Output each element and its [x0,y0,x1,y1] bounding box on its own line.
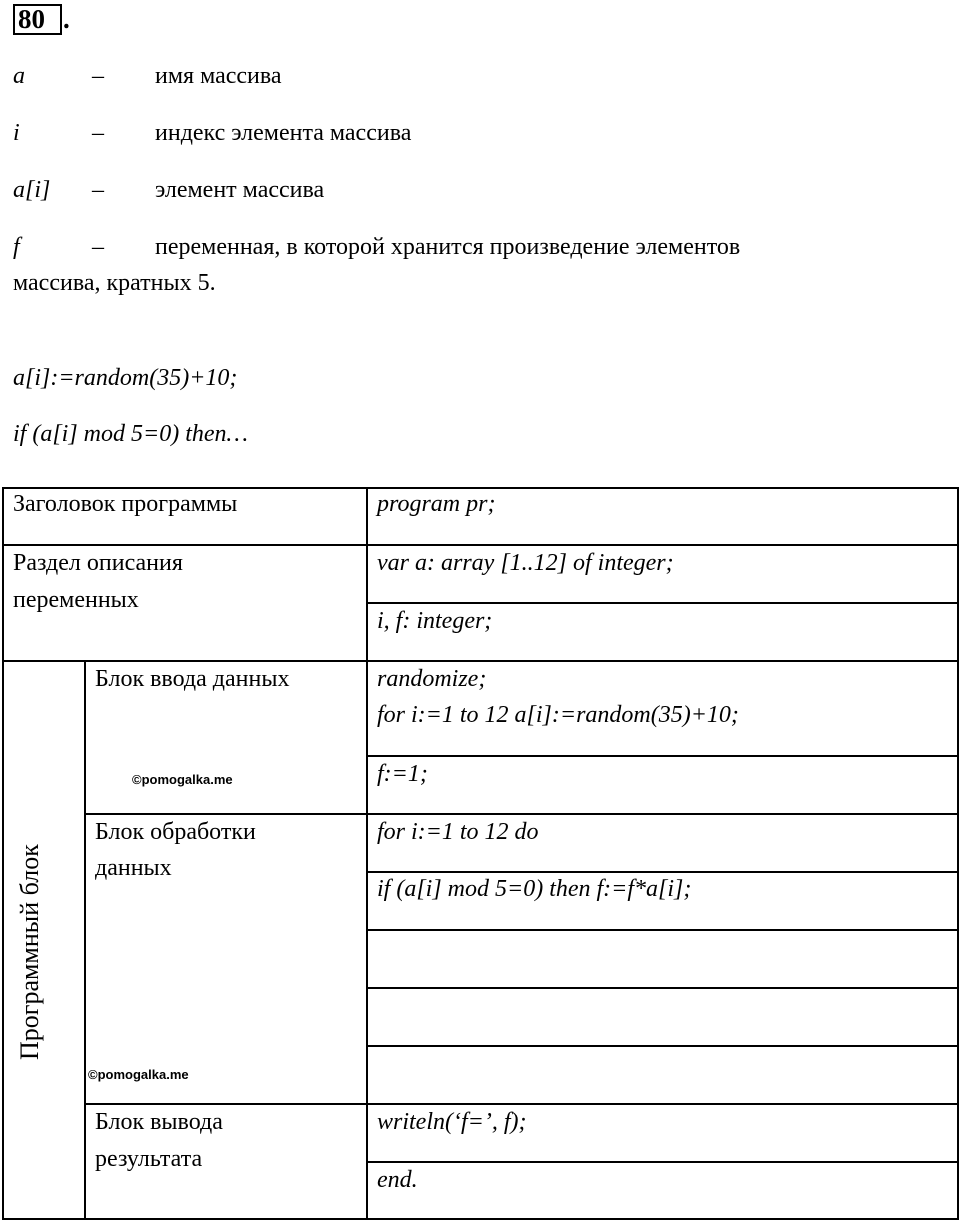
definition-symbol: a [13,63,25,89]
table-border [367,929,959,931]
header-label: Заголовок программы [13,491,238,517]
table-border [84,660,86,1220]
definition-text: имя массива [155,63,282,89]
output-block-label: Блок вывода [95,1109,223,1135]
hint-code-line: a[i]:=random(35)+10; [13,365,238,391]
input-block-label: Блок ввода данных [95,666,290,692]
table-border [957,487,959,1220]
header-code: program pr; [377,491,496,517]
vars-code-line: var a: array [1..12] of integer; [377,550,674,576]
processing-block-label: Блок обработки [95,819,256,845]
table-border [2,487,4,1220]
definition-dash: – [92,177,104,203]
processing-block-label: данных [95,855,172,881]
output-code-line: writeln(‘f=’, f); [377,1109,527,1135]
watermark: ©pomogalka.me [132,772,233,787]
definition-dash: – [92,120,104,146]
vars-code-line: i, f: integer; [377,608,493,634]
definition-symbol: i [13,120,20,146]
table-border [2,1218,959,1220]
definition-symbol: a[i] [13,177,51,203]
output-code-line: end. [377,1167,418,1193]
hint-code-line: if (a[i] mod 5=0) then… [13,421,248,447]
task-number: 80 [13,4,62,35]
definition-symbol: f [13,234,20,260]
table-border [367,1045,959,1047]
processing-code-line: if (a[i] mod 5=0) then f:=f*a[i]; [377,876,692,902]
definition-dash: – [92,63,104,89]
table-border [367,987,959,989]
output-block-label: результата [95,1146,203,1172]
definition-text: индекс элемента массива [155,120,412,146]
definition-f-continuation: массива, кратных 5. [13,270,216,296]
definition-dash: – [92,234,104,260]
processing-code-line: for i:=1 to 12 do [377,819,539,845]
vars-label: Раздел описания [13,550,183,576]
table-border [366,487,368,1220]
program-block-label: Программный блок [15,844,44,1060]
table-border [367,755,959,757]
definition-text: переменная, в которой хранится произведение элементов [155,234,741,260]
watermark: ©pomogalka.me [88,1067,189,1082]
input-code-line: randomize; [377,666,487,692]
task-number-dot: . [63,4,70,34]
input-code-line: for i:=1 to 12 a[i]:=random(35)+10; [377,702,739,728]
vars-label: переменных [13,587,139,613]
input-code-line: f:=1; [377,761,428,787]
table-border [367,1161,959,1163]
definition-text: элемент массива [155,177,325,203]
